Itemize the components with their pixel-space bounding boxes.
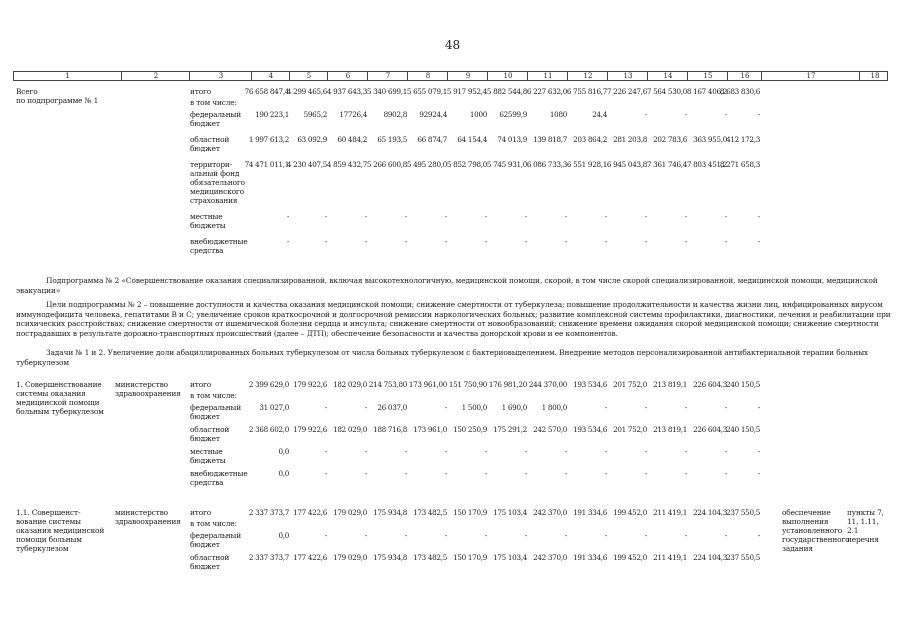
value-cell: 179 922,6 xyxy=(293,380,327,389)
value-cell: - xyxy=(484,237,487,246)
row-label: в том числе: xyxy=(190,519,237,528)
header-col-8: 8 xyxy=(407,72,448,80)
value-cell: 139 818,7 xyxy=(533,135,567,144)
value-cell: 6 551 928,1 xyxy=(566,160,607,169)
value-cell: 6 945 043,8 xyxy=(606,160,647,169)
value-cell: - xyxy=(364,531,367,540)
value-cell: 4 299 465,6 xyxy=(286,87,327,96)
value-cell: 211 419,1 xyxy=(653,508,687,517)
value-cell: 7 803 451,2 xyxy=(686,160,727,169)
value-cell: 173 482,5 xyxy=(413,508,447,517)
row-label: областной бюджет xyxy=(190,135,230,153)
row-label: территори- альный фонд обязательного медицинского страхования xyxy=(190,160,245,205)
block1-executor: министерство здравоохранения xyxy=(115,380,181,398)
value-cell: - xyxy=(644,531,647,540)
header-col-5: 5 xyxy=(289,72,328,80)
value-cell: 193 534,6 xyxy=(573,380,607,389)
header-col-1: 1 xyxy=(65,72,70,80)
value-cell: 213 819,1 xyxy=(653,425,687,434)
header-col-11: 11 xyxy=(527,72,568,80)
value-cell: 150 250,9 xyxy=(453,425,487,434)
value-cell: 24,4 xyxy=(592,110,607,119)
value-cell: 1 500,0 xyxy=(461,403,487,412)
value-cell: 412 172,3 xyxy=(726,135,760,144)
value-cell: - xyxy=(404,469,407,478)
value-cell: 203 864,2 xyxy=(573,135,607,144)
value-cell: 5 340 699,1 xyxy=(366,87,407,96)
value-cell: 4 937 643,3 xyxy=(326,87,367,96)
goals-paragraph xyxy=(16,300,892,338)
value-cell: 240 150,5 xyxy=(726,425,760,434)
value-cell: 2 337 373,7 xyxy=(248,553,289,562)
value-cell: - xyxy=(484,469,487,478)
value-cell: 0,0 xyxy=(278,531,289,540)
value-cell: - xyxy=(604,237,607,246)
value-cell: - xyxy=(324,447,327,456)
header-col-12: 12 xyxy=(567,72,608,80)
value-cell: 150 170,9 xyxy=(453,508,487,517)
header-col-10: 10 xyxy=(487,72,528,80)
value-cell: 4 230 407,5 xyxy=(286,160,327,169)
value-cell: 1080 xyxy=(549,110,567,119)
value-cell: - xyxy=(444,531,447,540)
value-cell: - xyxy=(757,237,760,246)
block2-executor: министерство здравоохранения xyxy=(115,508,181,526)
row-label: федеральный бюджет xyxy=(190,403,242,421)
row-label: в том числе: xyxy=(190,98,237,107)
value-cell: 8902,8 xyxy=(383,110,407,119)
value-cell: 5 495 280,0 xyxy=(406,160,447,169)
value-cell: 224 104,3 xyxy=(693,553,727,562)
value-cell: - xyxy=(724,212,727,221)
value-cell: 17726,4 xyxy=(339,110,367,119)
value-cell: 0,0 xyxy=(278,447,289,456)
value-cell: 2 337 373,7 xyxy=(248,508,289,517)
value-cell: 6 086 733,3 xyxy=(526,160,567,169)
value-cell: - xyxy=(324,531,327,540)
value-cell: 7 564 530,0 xyxy=(646,87,687,96)
value-cell: - xyxy=(724,469,727,478)
value-cell: - xyxy=(604,531,607,540)
value-cell: 8 683 830,6 xyxy=(719,87,760,96)
value-cell: 150 170,9 xyxy=(453,553,487,562)
row-label: итого xyxy=(190,380,212,389)
header-col-9: 9 xyxy=(447,72,488,80)
value-cell: - xyxy=(757,531,760,540)
value-cell: 199 452,0 xyxy=(613,553,647,562)
tasks-text: Задачи № 1 и 2. Увеличение доли абациллированных больных туберкулезом от числа больных туберкулезом с бактериовыделением. Внедрение методов персонализированной антибактериальной терапии больных туберкулезом xyxy=(16,348,869,367)
page-number: 48 xyxy=(444,38,461,52)
total-label-sub: по подпрограмме № 1 xyxy=(16,96,99,105)
value-cell: - xyxy=(286,237,289,246)
value-cell: - xyxy=(524,447,527,456)
value-cell: 201 752,0 xyxy=(613,425,647,434)
value-cell: - xyxy=(724,237,727,246)
value-cell: 63 092,9 xyxy=(297,135,327,144)
row-label: местные бюджеты xyxy=(190,212,226,230)
row-label: федеральный бюджет xyxy=(190,531,242,549)
value-cell: 226 604,3 xyxy=(693,380,727,389)
value-cell: - xyxy=(684,403,687,412)
header-col-14: 14 xyxy=(647,72,688,80)
value-cell: - xyxy=(724,403,727,412)
value-cell: 242 370,0 xyxy=(533,508,567,517)
value-cell: 1 800,0 xyxy=(541,403,567,412)
value-cell: - xyxy=(444,237,447,246)
row-label: итого xyxy=(190,508,212,517)
value-cell: - xyxy=(564,237,567,246)
header-col-6: 6 xyxy=(327,72,368,80)
value-cell: - xyxy=(724,110,727,119)
value-cell: 176 981,20 xyxy=(488,380,527,389)
value-cell: 6 755 816,7 xyxy=(566,87,607,96)
value-cell: 60 484,2 xyxy=(337,135,367,144)
value-cell: - xyxy=(484,212,487,221)
value-cell: - xyxy=(444,212,447,221)
value-cell: - xyxy=(757,110,760,119)
value-cell: - xyxy=(644,469,647,478)
value-cell: - xyxy=(684,469,687,478)
value-cell: - xyxy=(404,212,407,221)
value-cell: - xyxy=(324,469,327,478)
value-cell: 213 819,1 xyxy=(653,380,687,389)
value-cell: - xyxy=(444,469,447,478)
value-cell: 224 104,3 xyxy=(693,508,727,517)
value-cell: 179 922,6 xyxy=(293,425,327,434)
value-cell: - xyxy=(444,447,447,456)
value-cell: - xyxy=(524,531,527,540)
value-cell: - xyxy=(524,237,527,246)
header-col-18: 18 xyxy=(859,72,890,80)
value-cell: - xyxy=(444,403,447,412)
row-label: внебюджетные средства xyxy=(190,237,248,255)
value-cell: 175 934,8 xyxy=(373,508,407,517)
value-cell: - xyxy=(604,403,607,412)
value-cell: - xyxy=(757,447,760,456)
value-cell: 8 271 658,3 xyxy=(719,160,760,169)
value-cell: - xyxy=(757,469,760,478)
value-cell: 177 422,6 xyxy=(293,508,327,517)
block2-result: обеспечение выполнения установленного государственного задания xyxy=(782,508,850,553)
value-cell: 175 103,4 xyxy=(493,553,527,562)
value-cell: - xyxy=(644,403,647,412)
value-cell: 5 882 544,8 xyxy=(486,87,527,96)
value-cell: 5 655 079,1 xyxy=(406,87,447,96)
value-cell: 74 471 011,1 xyxy=(244,160,289,169)
value-cell: 0,0 xyxy=(278,469,289,478)
value-cell: - xyxy=(564,531,567,540)
goals-text: Цели подпрограммы № 2 – повышение доступности и качества оказания медицинской помощи; снижение смертности от туберкулеза; повышение продолжительности и качества жизни лиц, инфицированных вирусом иммунодефицита человека, гепатитами B и C; увеличение сроков краткосрочной и долгосрочной ремиссии наркологических больных; развитие комплексной системы профилактики, диагностики, лечения и реабилитации при психических расстройствах; снижение смертности от ишемической болезни сердца и инсульта; снижение смертности от новообразований; снижение времени ожидания скорой медицинской помощи; снижение смертности пострадавших в результате дорожно-транспортных происшествий (далее – ДТП); обеспечение безопасности и качества донорской крови и ее компонентов. xyxy=(16,300,891,338)
value-cell: 190 223,1 xyxy=(255,110,289,119)
value-cell: - xyxy=(644,212,647,221)
value-cell: 173 961,00 xyxy=(408,380,447,389)
row-label: внебюджетные средства xyxy=(190,469,248,487)
subprogram-title-text: Подпрограмма № 2 «Совершенствование оказания специализированной, включая высокотехнологичную, медицинской помощи, скорой, в том числе скорой специализированной, медицинской помощи, медицинской эвакуации» xyxy=(16,276,878,295)
value-cell: 199 452,0 xyxy=(613,508,647,517)
value-cell: - xyxy=(364,237,367,246)
value-cell: 5 745 931,0 xyxy=(486,160,527,169)
value-cell: 201 752,0 xyxy=(613,380,647,389)
value-cell: 281 203,8 xyxy=(613,135,647,144)
table-header xyxy=(13,71,888,81)
value-cell: - xyxy=(684,531,687,540)
value-cell: 214 753,80 xyxy=(368,380,407,389)
value-cell: 1000 xyxy=(469,110,487,119)
value-cell: 177 422,6 xyxy=(293,553,327,562)
value-cell: - xyxy=(724,531,727,540)
value-cell: - xyxy=(484,531,487,540)
value-cell: 65 193,5 xyxy=(377,135,407,144)
value-cell: - xyxy=(324,403,327,412)
value-cell: 5 917 952,4 xyxy=(446,87,487,96)
subprogram-title xyxy=(16,276,892,295)
value-cell: 211 419,1 xyxy=(653,553,687,562)
value-cell: - xyxy=(644,110,647,119)
value-cell: - xyxy=(684,110,687,119)
value-cell: 92924,4 xyxy=(419,110,447,119)
block2-title: 1.1. Совершенст- вование системы оказания медицинской помощи больным туберкулезом xyxy=(16,508,105,553)
value-cell: 237 550,5 xyxy=(726,508,760,517)
value-cell: - xyxy=(604,447,607,456)
total-label: Всего xyxy=(16,87,38,96)
value-cell: 2 368 602,0 xyxy=(248,425,289,434)
value-cell: - xyxy=(564,447,567,456)
value-cell: 66 874,7 xyxy=(417,135,447,144)
row-label: местные бюджеты xyxy=(190,447,226,465)
value-cell: 193 534,6 xyxy=(573,425,607,434)
value-cell: 179 029,0 xyxy=(333,553,367,562)
value-cell: - xyxy=(286,212,289,221)
value-cell: 363 955,0 xyxy=(693,135,727,144)
value-cell: - xyxy=(404,447,407,456)
value-cell: 240 150,5 xyxy=(726,380,760,389)
value-cell: 2 399 629,0 xyxy=(248,380,289,389)
row-label: областной бюджет xyxy=(190,425,230,443)
value-cell: 175 291,2 xyxy=(493,425,527,434)
value-cell: 7 226 247,6 xyxy=(606,87,647,96)
value-cell: 26 037,0 xyxy=(377,403,407,412)
value-cell: - xyxy=(364,403,367,412)
value-cell: 182 029,0 xyxy=(333,425,367,434)
value-cell: 242 370,0 xyxy=(533,553,567,562)
value-cell: - xyxy=(757,212,760,221)
header-col-16: 16 xyxy=(727,72,762,80)
value-cell: 191 334,6 xyxy=(573,553,607,562)
block2-reference: пункты 7, 11, 1.11, 2.1 перечня xyxy=(847,508,884,544)
header-col-13: 13 xyxy=(607,72,648,80)
block1-title: 1. Совершенствование системы оказания медицинской помощи больным туберкулезом xyxy=(16,380,104,416)
header-col-3: 3 xyxy=(189,72,252,80)
value-cell: - xyxy=(564,212,567,221)
header-col-7: 7 xyxy=(367,72,408,80)
value-cell: 173 961,0 xyxy=(413,425,447,434)
value-cell: - xyxy=(324,237,327,246)
value-cell: - xyxy=(604,212,607,221)
value-cell: - xyxy=(724,447,727,456)
value-cell: - xyxy=(684,237,687,246)
value-cell: 188 716,8 xyxy=(373,425,407,434)
header-col-15: 15 xyxy=(687,72,728,80)
value-cell: 31 027,0 xyxy=(259,403,289,412)
value-cell: 5 852 798,0 xyxy=(446,160,487,169)
value-cell: - xyxy=(324,212,327,221)
value-cell: 6 227 632,0 xyxy=(526,87,567,96)
value-cell: 1 690,0 xyxy=(501,403,527,412)
tasks-paragraph xyxy=(16,348,892,367)
value-cell: 1 997 613,2 xyxy=(248,135,289,144)
value-cell: - xyxy=(564,469,567,478)
value-cell: 244 370,00 xyxy=(528,380,567,389)
value-cell: 151 750,90 xyxy=(448,380,487,389)
value-cell: 242 570,0 xyxy=(533,425,567,434)
value-cell: - xyxy=(364,469,367,478)
value-cell: 179 029,0 xyxy=(333,508,367,517)
value-cell: - xyxy=(404,237,407,246)
value-cell: 237 550,5 xyxy=(726,553,760,562)
value-cell: 64 154,4 xyxy=(457,135,487,144)
value-cell: 62599,9 xyxy=(499,110,527,119)
value-cell: - xyxy=(524,212,527,221)
value-cell: - xyxy=(404,531,407,540)
value-cell: - xyxy=(484,447,487,456)
value-cell: - xyxy=(684,447,687,456)
value-cell: 8 167 406,2 xyxy=(686,87,727,96)
value-cell: - xyxy=(644,237,647,246)
row-label: федеральный бюджет xyxy=(190,110,242,128)
value-cell: 74 013,9 xyxy=(497,135,527,144)
value-cell: - xyxy=(364,212,367,221)
value-cell: 191 334,6 xyxy=(573,508,607,517)
value-cell: - xyxy=(524,469,527,478)
row-label: итого xyxy=(190,87,212,96)
value-cell: 226 604,3 xyxy=(693,425,727,434)
value-cell: 76 658 847,4 xyxy=(244,87,289,96)
value-cell: - xyxy=(604,469,607,478)
header-col-17: 17 xyxy=(761,72,860,80)
value-cell: 4 859 432,7 xyxy=(326,160,367,169)
header-col-4: 4 xyxy=(251,72,290,80)
value-cell: - xyxy=(757,403,760,412)
header-col-2: 2 xyxy=(121,72,190,80)
value-cell: 5 266 600,8 xyxy=(366,160,407,169)
value-cell: 175 103,4 xyxy=(493,508,527,517)
value-cell: 202 783,6 xyxy=(653,135,687,144)
value-cell: 173 482,5 xyxy=(413,553,447,562)
row-label: в том числе: xyxy=(190,391,237,400)
value-cell: 175 934,8 xyxy=(373,553,407,562)
value-cell: 182 029,0 xyxy=(333,380,367,389)
value-cell: - xyxy=(644,447,647,456)
value-cell: - xyxy=(364,447,367,456)
value-cell: 7 361 746,4 xyxy=(646,160,687,169)
value-cell: - xyxy=(684,212,687,221)
row-label: областной бюджет xyxy=(190,553,230,571)
value-cell: 5965,2 xyxy=(303,110,327,119)
